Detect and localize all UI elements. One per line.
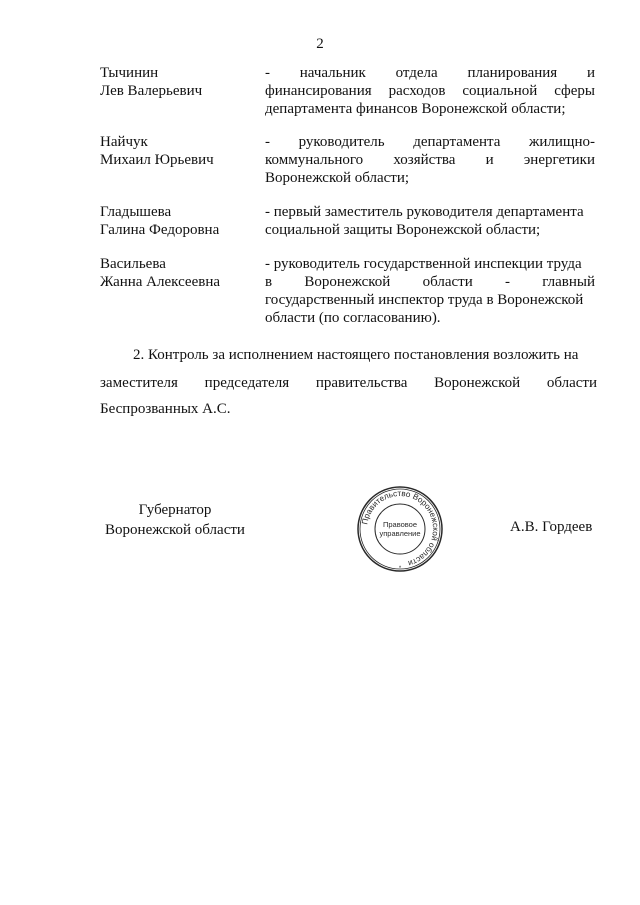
svg-text:управление: управление [379,529,421,538]
paragraph-2: 2. Контроль за исполнением настоящего постановления возложить на заместителя председателя правительства Воронежской области Беспрозванных А.С. [100,347,597,417]
page-number: 2 [316,36,324,52]
svg-text:*: * [398,566,402,572]
member-position: - первый заместитель руководителя департамента социальной защиты Воронежской области; [265,204,584,238]
signatory-name: А.В. Гордеев [510,519,593,535]
seal-stamp [355,484,445,574]
member-name: Тычинин Лев Валерьевич [100,65,203,99]
svg-text:Правительство Воронежской обла: Правительство Воронежской области [360,488,441,568]
signatory-title: Губернатор Воронежской области [105,502,245,538]
member-name: Найчук Михаил Юрьевич [100,134,214,168]
member-position: - руководитель государственной инспекции труда в Воронежской области - главный государственный инспектор труда в Воронежской области (по согласованию). [265,256,595,326]
member-name: Гладышева Галина Федоровна [100,204,220,238]
member-position: - руководитель департамента жилищно- коммунального хозяйства и энергетики Воронежской области; [265,134,595,186]
member-name: Васильева Жанна Алексеевна [100,256,220,290]
member-position: - начальник отдела планирования и финансирования расходов социальной сферы департамента финансов Воронежской области; [265,65,595,117]
svg-text:Правовое: Правовое [382,520,418,529]
